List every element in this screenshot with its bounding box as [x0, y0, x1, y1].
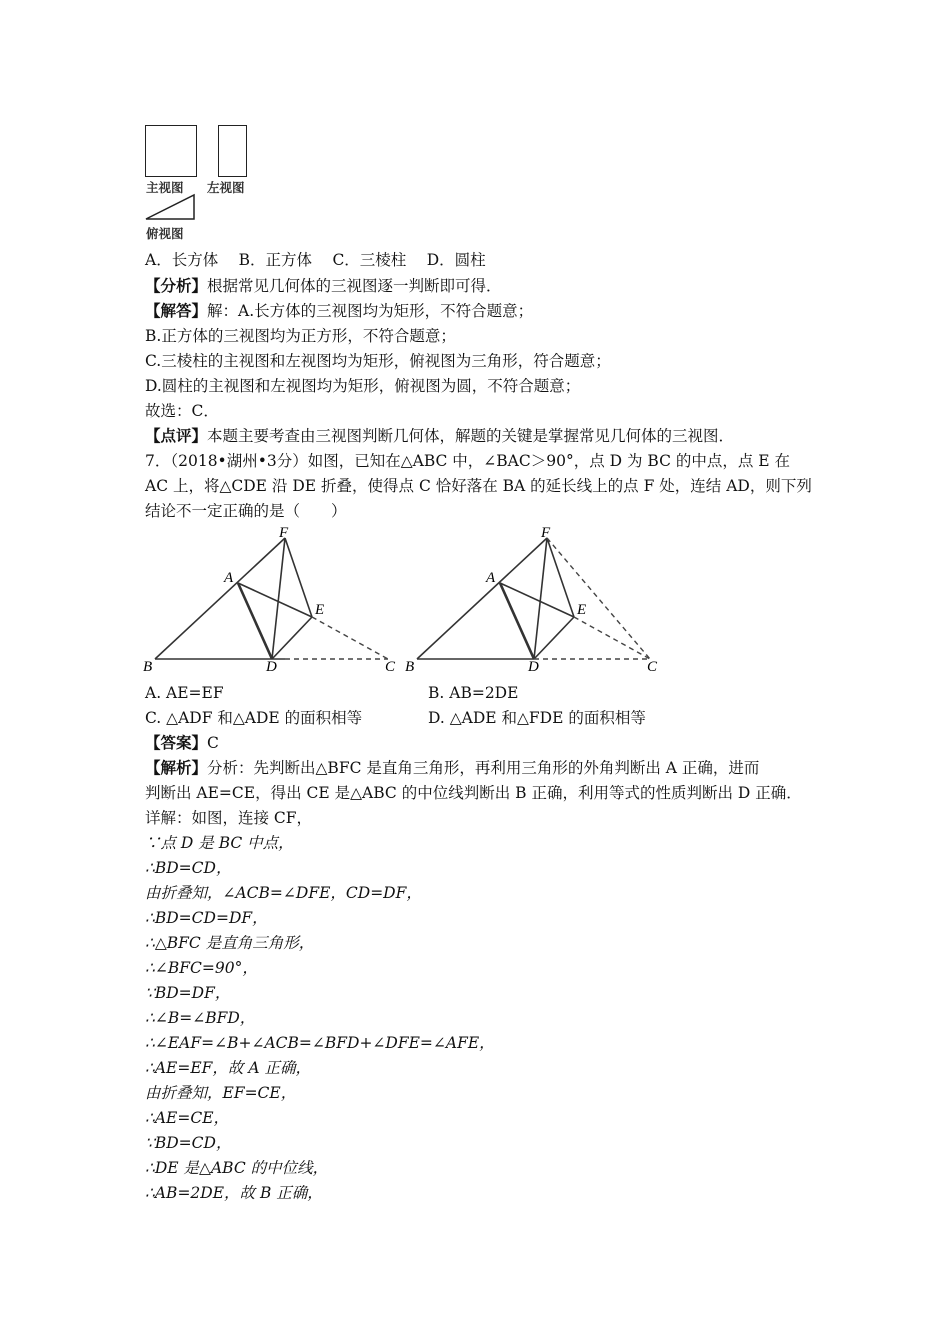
fig1-label-e: E — [315, 602, 325, 618]
q6-options: A．长方体 B．正方体 C．三棱柱 D．圆柱 — [145, 251, 486, 269]
detail-step: 由折叠知，EF=CE， — [145, 1084, 297, 1102]
detail-step: 由折叠知，∠ACB=∠DFE，CD=DF， — [145, 884, 422, 902]
detail-step: 详解：如图，连接 CF， — [145, 809, 313, 827]
q7-option-d: D. △ADE 和△FDE 的面积相等 — [428, 709, 646, 727]
fig2-label-e: E — [577, 602, 587, 618]
fig2-label-d: D — [528, 659, 539, 675]
triangle-figure-left — [140, 525, 410, 675]
detail-step: ∴DE 是△ABC 的中位线， — [145, 1159, 329, 1177]
q7-stem-1: 7．（2018•湖州•3分）如图，已知在△ABC 中，∠BAC＞90°，点 D 为 BC 的中点，点 E 在 — [145, 452, 791, 470]
front-view-square — [145, 125, 197, 177]
detail-step: ∴∠BFC=90°， — [145, 959, 258, 977]
q6-answer-c: C.三棱柱的主视图和左视图均为矩形，俯视图为三角形，符合题意； — [145, 352, 611, 370]
detail-step: ∵BD=CD， — [145, 1134, 232, 1152]
detail-step: ∴∠EAF=∠B+∠ACB=∠BFD+∠DFE=∠AFE， — [145, 1034, 495, 1052]
q6-analysis — [145, 276, 502, 296]
fig1-label-c: C — [385, 659, 396, 675]
fig1-label-d: D — [266, 659, 277, 675]
solution-text: 分析：先判断出△BFC 是直角三角形，再利用三角形的外角判断出 A 正确，进而 — [207, 759, 760, 777]
detail-step: ∴∠B=∠BFD， — [145, 1009, 256, 1027]
q7-option-b: B. AB=2DE — [428, 684, 519, 702]
q7-solution-2: 判断出 AE=CE，得出 CE 是△ABC 的中位线判断出 B 正确，利用等式的性质判断出 D 正确． — [145, 784, 802, 802]
answer-value: C — [207, 734, 219, 752]
answer-tag: 【解答】 — [145, 301, 208, 320]
detail-step: ∴AE=CE， — [145, 1109, 230, 1127]
top-view-label: 俯视图 — [146, 226, 184, 241]
detail-step: ∵BD=DF， — [145, 984, 231, 1002]
triangle-figure-right — [402, 525, 672, 675]
q6-comment — [145, 426, 734, 446]
top-view-triangle — [144, 193, 196, 221]
analysis-tag: 【分析】 — [145, 276, 208, 295]
q7-stem-2: AC 上，将△CDE 沿 DE 折叠，使得点 C 恰好落在 BA 的延长线上的点 F 处，连结 AD，则下列 — [145, 477, 812, 495]
q7-stem-3: 结论不一定正确的是（ ） — [145, 502, 347, 520]
q7-option-a: A. AE=EF — [145, 684, 224, 702]
detail-step: ∴△BFC 是直角三角形， — [145, 934, 315, 952]
left-view-rect — [218, 125, 247, 177]
q6-answer — [145, 301, 533, 321]
fig2-label-c: C — [647, 659, 658, 675]
left-view-label: 左视图 — [207, 180, 245, 195]
detail-step: ∴AB=2DE，故 B 正确， — [145, 1184, 323, 1202]
q6-answer-d: D.圆柱的主视图和左视图均为矩形，俯视图为圆，不符合题意； — [145, 377, 581, 395]
fig1-label-f: F — [279, 525, 289, 541]
fig1-label-a: A — [224, 570, 234, 586]
q6-answer-b: B.正方体的三视图均为正方形，不符合题意； — [145, 327, 456, 345]
detail-step: ∴AE=EF，故 A 正确， — [145, 1059, 311, 1077]
analysis-text: 根据常见几何体的三视图逐一判断即可得． — [207, 277, 502, 295]
detail-step: ∴BD=CD， — [145, 859, 232, 877]
solution-tag: 【解析】 — [145, 758, 208, 777]
fig1-label-b: B — [143, 659, 153, 675]
q7-option-c: C. △ADF 和△ADE 的面积相等 — [145, 709, 363, 727]
q6-choice: 故选：C． — [145, 402, 219, 420]
q7-answer — [145, 733, 219, 753]
fig2-label-f: F — [541, 525, 551, 541]
comment-tag: 【点评】 — [145, 426, 208, 445]
detail-step: ∵点 D 是 BC 中点， — [145, 834, 294, 852]
answer-tag: 【答案】 — [145, 733, 208, 752]
comment-text: 本题主要考查由三视图判断几何体，解题的关键是掌握常见几何体的三视图． — [207, 427, 735, 445]
answer-text: 解：A.长方体的三视图均为矩形，不符合题意； — [207, 302, 534, 320]
fig2-label-b: B — [405, 659, 415, 675]
fig2-label-a: A — [486, 570, 496, 586]
detail-step: ∴BD=CD=DF， — [145, 909, 268, 927]
front-view-label: 主视图 — [146, 180, 184, 195]
q7-solution-1 — [145, 758, 759, 778]
